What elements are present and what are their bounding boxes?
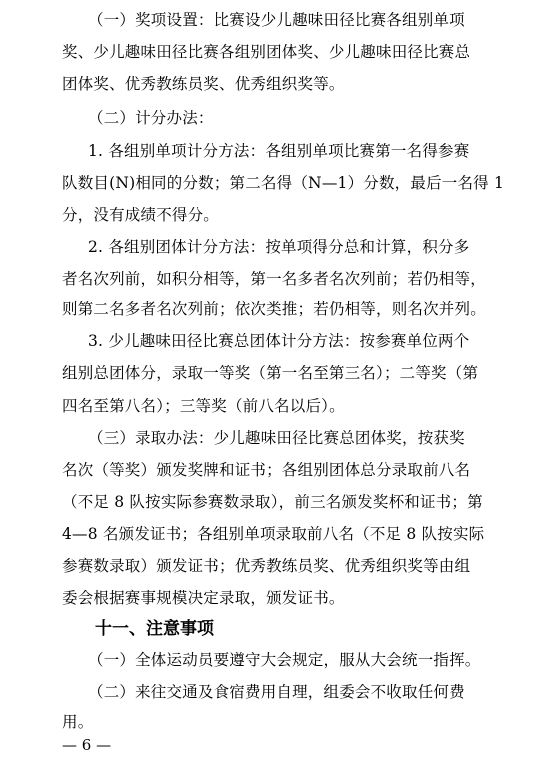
text-line: 四名至第八名）；三等奖（前八名以后）。 xyxy=(62,397,345,415)
text-line: （不足 8 队按实际参赛数录取），前三名颁发奖杯和证书；第 xyxy=(62,493,483,511)
page-number: — 6 — xyxy=(62,736,112,754)
text-line: 4—8 名颁发证书；各组别单项录取前八名（不足 8 队按实际 xyxy=(62,525,485,543)
text-line: 用。 xyxy=(62,713,94,731)
text-line: 1. 各组别单项计分方法：各组别单项比赛第一名得参赛 xyxy=(88,142,470,160)
text-line: 分，没有成绩不得分。 xyxy=(62,206,220,224)
text-line: 名次（等奖）颁发奖牌和证书；各组别团体总分录取前八名 xyxy=(62,461,471,479)
text-line: （一）全体运动员要遵守大会规定，服从大会统一指挥。 xyxy=(88,651,481,669)
text-line: 团体奖、优秀教练员奖、优秀组织奖等。 xyxy=(62,75,345,93)
text-line: 3. 少儿趣味田径比赛总团体计分方法：按参赛单位两个 xyxy=(88,332,470,350)
text-line: （一）奖项设置：比赛设少儿趣味田径比赛各组别单项 xyxy=(88,11,465,29)
text-line: （二）计分办法： xyxy=(88,109,214,127)
text-line: 奖、少儿趣味田径比赛各组别团体奖、少儿趣味田径比赛总 xyxy=(62,43,471,61)
text-line: 队数目(N)相同的分数；第二名得（N—1）分数，最后一名得 1 xyxy=(62,174,505,192)
section-heading: 十一、注意事项 xyxy=(95,619,214,639)
text-line: 则第二名多者名次列前；依次类推；若仍相等，则名次并列。 xyxy=(62,300,486,318)
text-line: 者名次列前，如积分相等，第一名多者名次列前；若仍相等， xyxy=(62,270,486,288)
text-line: 参赛数录取）颁发证书；优秀教练员奖、优秀组织奖等由组 xyxy=(62,557,471,575)
text-line: 组别总团体分，录取一等奖（第一名至第三名）；二等奖（第 xyxy=(62,364,479,382)
text-line: 委会根据赛事规模决定录取，颁发证书。 xyxy=(62,589,345,607)
text-line: （三）录取办法：少儿趣味田径比赛总团体奖，按获奖 xyxy=(88,429,465,447)
text-line: （二）来往交通及食宿费用自理，组委会不收取任何费 xyxy=(88,683,465,701)
text-line: 2. 各组别团体计分方法：按单项得分总和计算，积分多 xyxy=(88,238,470,256)
